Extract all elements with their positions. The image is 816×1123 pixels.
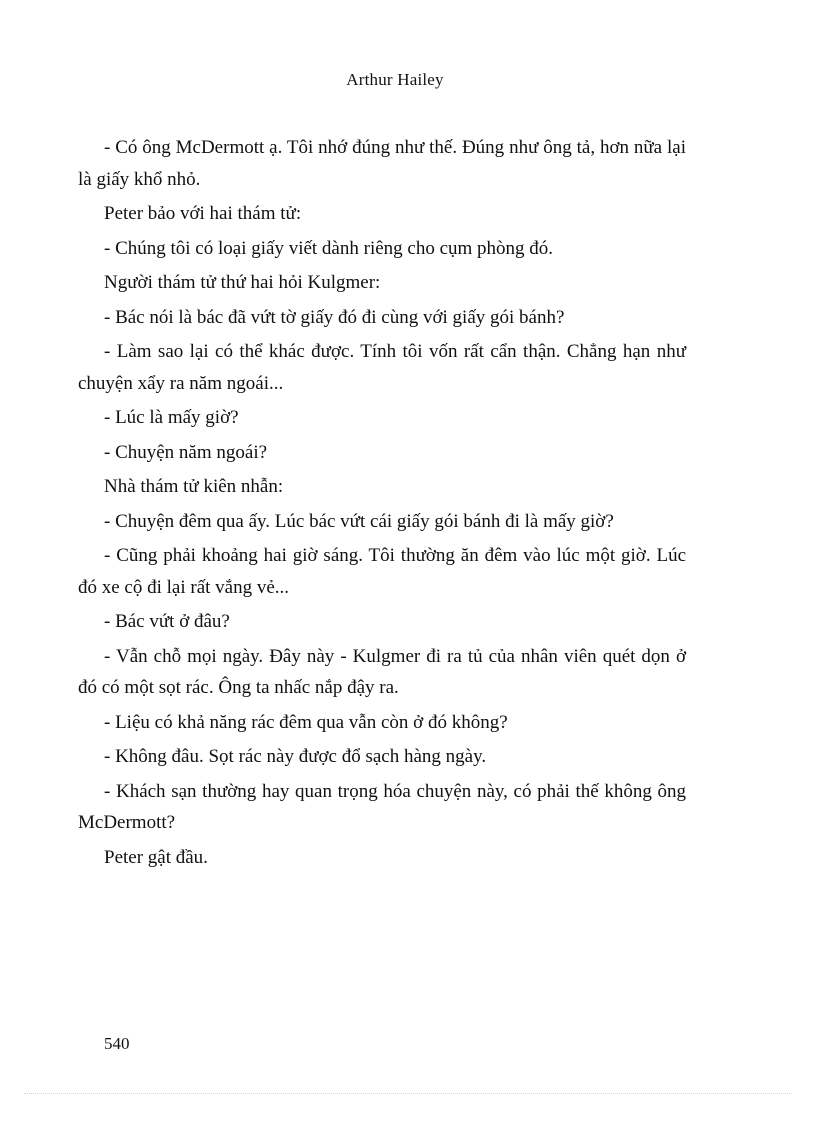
paragraph: - Lúc là mấy giờ? bbox=[104, 407, 239, 428]
paragraph: - Chuyện đêm qua ấy. Lúc bác vứt cái giấy gói bánh đi là mấy giờ? bbox=[104, 510, 614, 532]
running-header: Arthur Hailey bbox=[346, 70, 444, 89]
page-number: 540 bbox=[104, 1034, 130, 1053]
paragraph: - Chuyện năm ngoái? bbox=[104, 441, 268, 463]
paragraph: - Bác vứt ở đâu? bbox=[104, 611, 230, 632]
paragraph: - Có ông McDermott ạ. Tôi nhớ đúng như thế. Đúng như ông tả, hơn nữa lại là giấy khổ nhỏ. bbox=[78, 137, 686, 190]
paragraph: - Khách sạn thường hay quan trọng hóa chuyện này, có phải thế không ông McDermott? bbox=[78, 780, 686, 833]
paragraph: - Liệu có khả năng rác đêm qua vẫn còn ở đó không? bbox=[104, 711, 508, 733]
paragraph: - Cũng phải khoảng hai giờ sáng. Tôi thường ăn đêm vào lúc một giờ. Lúc đó xe cộ đi lại rất vắng vẻ... bbox=[78, 545, 686, 598]
page-divider bbox=[24, 1093, 792, 1094]
paragraph: - Vẫn chỗ mọi ngày. Đây này - Kulgmer đi ra tủ của nhân viên quét dọn ở đó có một sọt rác. Ông ta nhấc nắp đậy ra. bbox=[78, 645, 686, 698]
paragraph: - Không đâu. Sọt rác này được đổ sạch hàng ngày. bbox=[104, 746, 487, 767]
paragraph: Peter gật đầu. bbox=[104, 846, 208, 868]
body-text bbox=[78, 132, 686, 876]
paragraph: Người thám tử thứ hai hỏi Kulgmer: bbox=[104, 272, 381, 293]
paragraph: Peter bảo với hai thám tử: bbox=[104, 203, 302, 224]
paragraph: - Làm sao lại có thể khác được. Tính tôi vốn rất cẩn thận. Chẳng hạn như chuyện xẩy ra năm ngoái... bbox=[78, 341, 686, 394]
paragraph: - Bác nói là bác đã vứt tờ giấy đó đi cùng với giấy gói bánh? bbox=[104, 306, 565, 328]
paragraph: - Chúng tôi có loại giấy viết dành riêng cho cụm phòng đó. bbox=[104, 237, 554, 259]
paragraph: Nhà thám tử kiên nhẫn: bbox=[104, 476, 284, 497]
